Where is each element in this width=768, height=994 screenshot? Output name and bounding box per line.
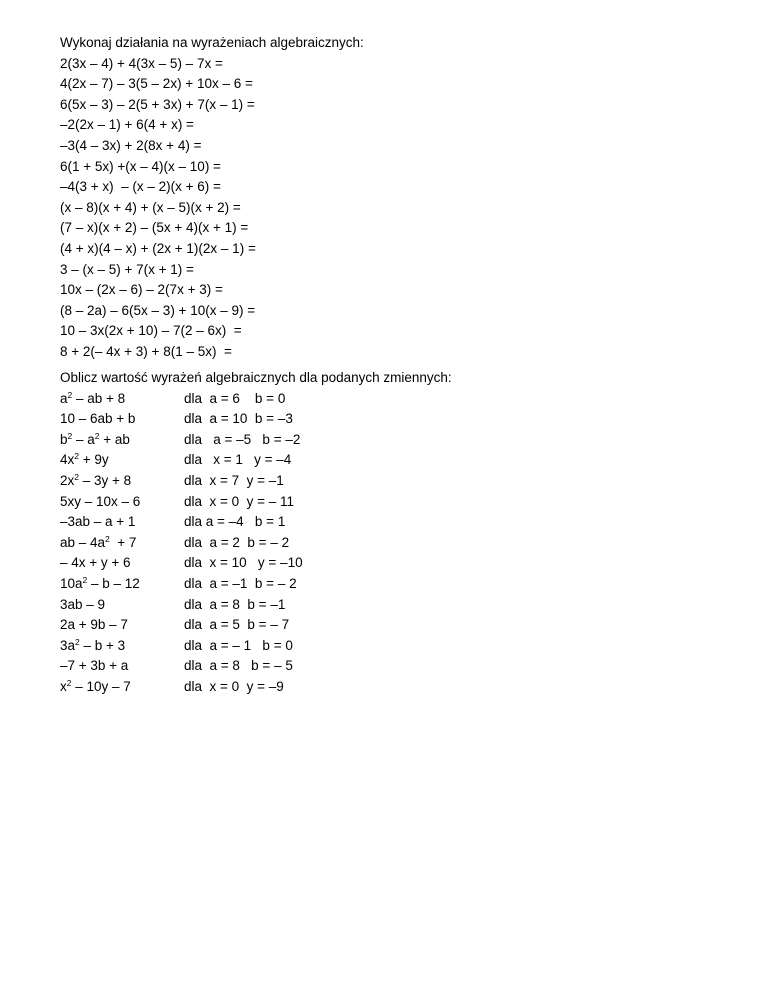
- exercise-line: 10x – (2x – 6) – 2(7x + 3) =: [60, 282, 223, 298]
- evaluate-row: [60, 636, 452, 657]
- exercise-line: 6(1 + 5x) +(x – 4)(x – 10) =: [60, 158, 221, 174]
- expression: $b^2 - a^2$ + ab: [60, 430, 130, 447]
- exercise-line: 10 – 3x(2x + 10) – 7(2 – 6x) =: [60, 323, 242, 339]
- section-heading: Oblicz wartość wyrażeń algebraicznych dla podanych zmiennych:: [60, 370, 452, 385]
- expression: $a^2$ – ab + 8: [60, 389, 126, 406]
- exercise-line: –4(3 + x) – (x – 2)(x + 6) =: [60, 179, 221, 195]
- expression: ab – $4a^2 + 7$: [60, 533, 137, 550]
- expression: –7 + 3b + a: [60, 658, 129, 674]
- exercise-line: 8 + 2(– 4x + 3) + 8(1 – 5x) =: [60, 343, 232, 359]
- exercise-line: 4(2x – 7) – 3(5 – 2x) + 10x – 6 =: [60, 76, 253, 92]
- evaluate-row: [60, 512, 452, 533]
- evaluate-row: [60, 389, 452, 410]
- evaluate-row: [60, 492, 452, 513]
- variable-values: dla a = 10 b = –3: [184, 411, 293, 427]
- evaluate-row: [60, 430, 452, 451]
- evaluate-row: [60, 471, 452, 492]
- expression: $2x^2 - 3y + 8$: [60, 471, 132, 488]
- simplify-section: [60, 33, 364, 363]
- variable-values: dla a = 8 b = –1: [184, 596, 286, 612]
- expression: 10 – 6ab + b: [60, 411, 136, 427]
- evaluate-row: [60, 533, 452, 554]
- variable-values: dla x = 0 y = – 11: [184, 493, 295, 509]
- expression: $3a^2 - b + 3$: [60, 636, 126, 653]
- variable-values: dla x = 1 y = –4: [184, 452, 292, 468]
- evaluate-row: [60, 595, 452, 616]
- variable-values: dla a = –1 b = – 2: [184, 575, 297, 591]
- variable-values: dla a = 8 b = – 5: [184, 658, 293, 674]
- exercise-line: –3(4 – 3x) + 2(8x + 4) =: [60, 137, 202, 153]
- expression: $10a^2$ – b – 12: [60, 574, 140, 591]
- expression: 2a + 9b – 7: [60, 617, 128, 633]
- exercise-line: –2(2x – 1) + 6(4 + x) =: [60, 117, 194, 133]
- expression: – 4x + y + 6: [60, 555, 131, 571]
- variable-values: dla x = 7 y = –1: [184, 472, 284, 488]
- variable-values: dla a = –4 b = 1: [184, 514, 286, 530]
- exercise-line: (x – 8)(x + 4) + (x – 5)(x + 2) =: [60, 199, 241, 215]
- variable-values: dla x = 0 y = –9: [184, 678, 284, 694]
- variable-values: dla a = –5 b = –2: [184, 431, 301, 447]
- exercise-line: (7 – x)(x + 2) – (5x + 4)(x + 1) =: [60, 220, 249, 236]
- exercise-line: (8 – 2a) – 6(5x – 3) + 10(x – 9) =: [60, 302, 256, 318]
- expression: –3ab – a + 1: [60, 514, 136, 530]
- expression: $x^2 - 10y - 7$: [60, 677, 131, 694]
- expression: 3ab – 9: [60, 596, 106, 612]
- evaluate-row: [60, 450, 452, 471]
- exercise-line: 2(3x – 4) + 4(3x – 5) – 7x =: [60, 55, 223, 71]
- variable-values: dla x = 10 y = –10: [184, 555, 303, 571]
- variable-values: dla a = – 1 b = 0: [184, 637, 293, 653]
- expression: $4x^2 + 9y$: [60, 451, 109, 468]
- evaluate-row: [60, 574, 452, 595]
- variable-values: dla a = 2 b = – 2: [184, 534, 290, 550]
- evaluate-section: [60, 368, 452, 698]
- variable-values: dla a = 5 b = – 7: [184, 617, 290, 633]
- variable-values: dla a = 6 b = 0: [184, 390, 286, 406]
- exercise-line: (4 + x)(4 – x) + (2x + 1)(2x – 1) =: [60, 240, 256, 256]
- evaluate-row: [60, 677, 452, 698]
- evaluate-row: [60, 553, 452, 574]
- evaluate-row: [60, 409, 452, 430]
- evaluate-row: [60, 615, 452, 636]
- exercise-line: 3 – (x – 5) + 7(x + 1) =: [60, 261, 194, 277]
- expression: 5xy – 10x – 6: [60, 493, 141, 509]
- exercise-line: 6(5x – 3) – 2(5 + 3x) + 7(x – 1) =: [60, 96, 255, 112]
- evaluate-row: [60, 656, 452, 677]
- section-heading: Wykonaj działania na wyrażeniach algebraicznych:: [60, 35, 364, 50]
